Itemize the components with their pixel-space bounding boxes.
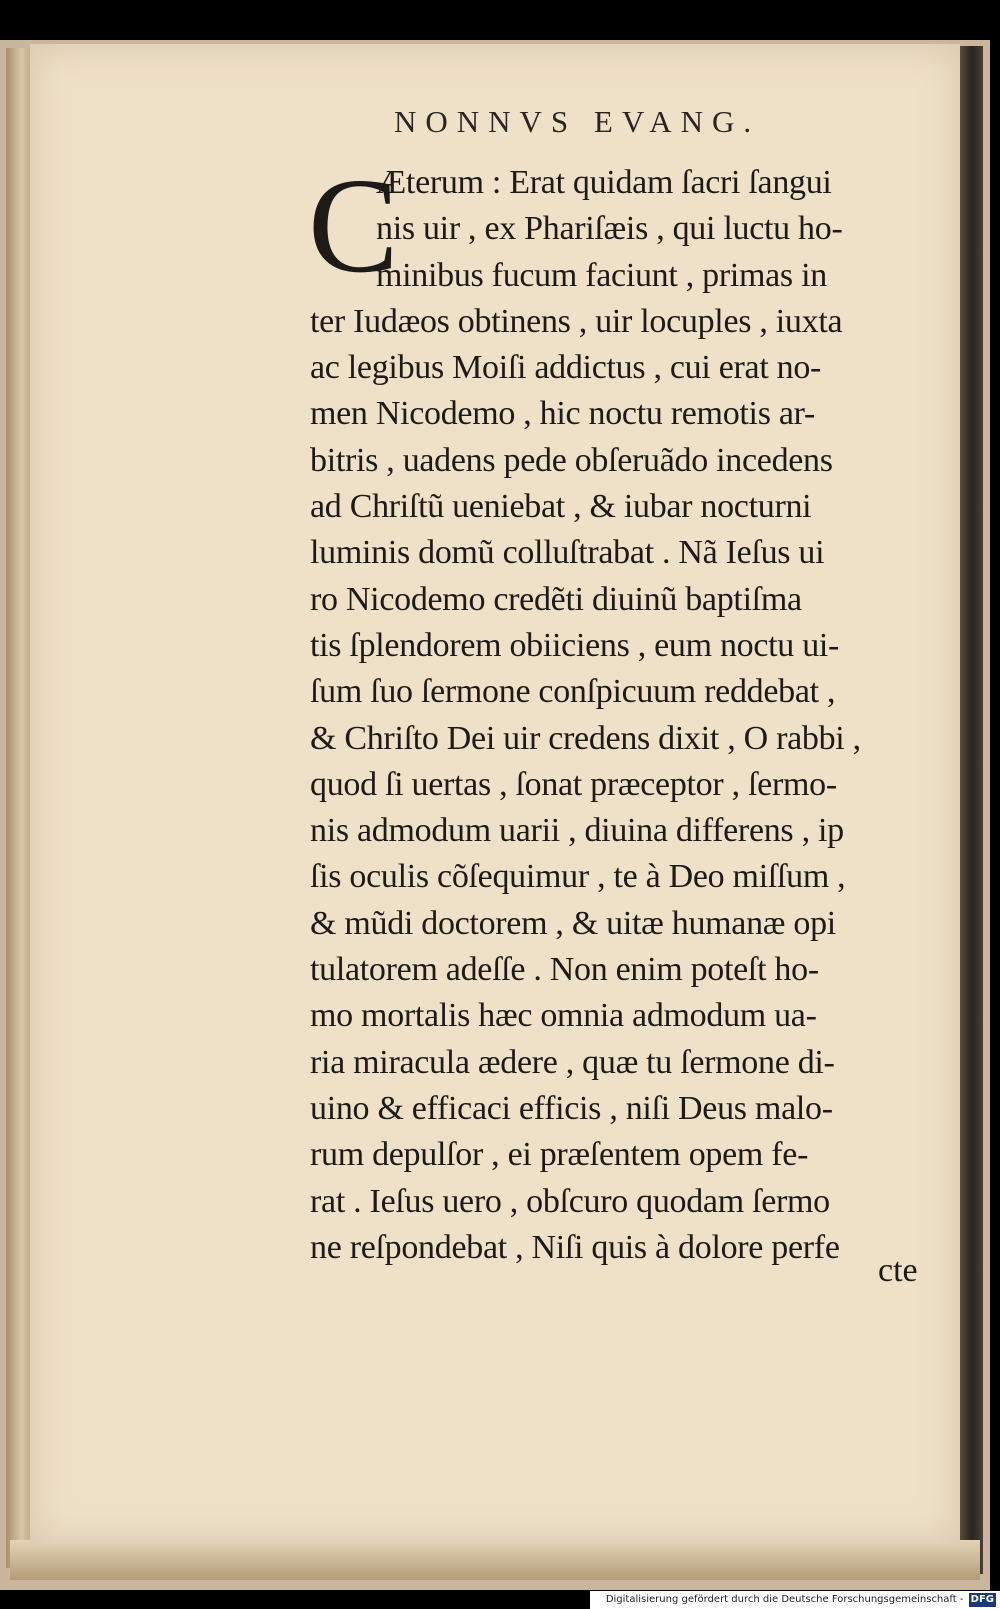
text-line: ſis oculis cõſequimur , te à Deo miſſum , [310,858,846,896]
text-line: quod ſi uertas , ſonat præceptor , ſermo- [310,765,837,803]
text-line: minibus fucum faciunt , primas in [376,256,827,294]
page-edge-left [6,48,32,1568]
text-line: ac legibus Moiſi addictus , cui erat no- [310,349,822,387]
text-line: & Chriſto Dei uir credens dixit , O rabbi , [310,719,861,757]
page-bottom-edge [10,1540,980,1580]
text-line: tulatorem adeſſe . Non enim poteſt ho- [310,951,819,989]
text-line: men Nicodemo , hic noctu remotis ar- [310,395,815,433]
text-block [308,151,960,1271]
text-line: nis admodum uarii , diuina differens , ip [310,812,844,850]
text-line: bitris , uadens pede obſeruãdo incedens [310,441,833,479]
text-line: Æterum : Erat quidam ſacri ſangui [376,164,832,201]
text-line: & mũdi doctorem , & uitæ humanæ opi [310,904,836,942]
text-line: ad Chriſtũ ueniebat , & iubar nocturni [310,488,812,526]
footer-text: Digitalisierung gefördert durch die Deutsche Forschungsgemeinschaft - [605,1594,964,1605]
text-line: rat . Ieſus uero , obſcuro quodam ſermo [310,1182,830,1220]
running-head: NONNVS EVANG. [394,104,761,139]
text-line: uino & efficaci efficis , niſi Deus malo- [310,1089,833,1127]
drop-cap: C [308,151,399,301]
text-line: ro Nicodemo credẽti diuinũ baptiſma [310,580,802,618]
dfg-logo: DFG [970,1594,994,1605]
text-line: nis uir , ex Phariſæis , qui luctu ho- [376,210,843,248]
text-line: ſum ſuo ſermone conſpicuum reddebat , [310,673,836,711]
text-line: ria miracula ædere , quæ tu ſermone di- [310,1043,835,1081]
catchword: cte [878,1252,918,1289]
text-line: ne reſpondebat , Niſi quis à dolore perfe [310,1228,840,1266]
text-line: ter Iudæos obtinens , uir locuples , iuxta [310,302,843,340]
digitization-footer [590,1591,1000,1609]
text-line: tis ſplendorem obiiciens , eum noctu ui- [310,626,840,664]
text-line: mo mortalis hæc omnia admodum ua- [310,997,817,1035]
text-line: rum depulſor , ei præſentem opem fe- [310,1136,809,1174]
text-line: luminis domũ colluſtrabat . Nã Ieſus ui [310,534,825,572]
